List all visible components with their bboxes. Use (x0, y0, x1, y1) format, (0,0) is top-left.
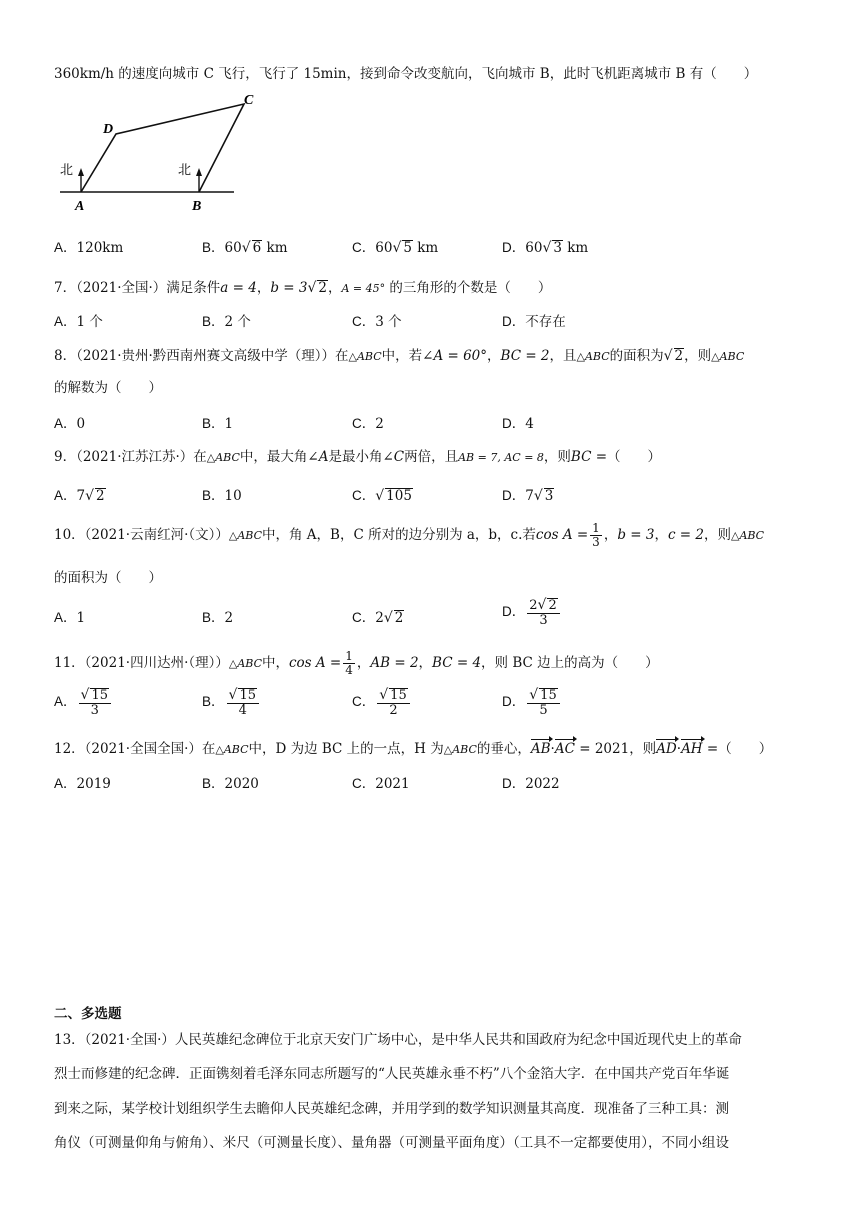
q11-option-c[interactable]: C． $\frac{√ 15}{2}$ (352, 688, 412, 717)
q13-line-1: 13．（2021·全国·）人民英雄纪念碑位于北京天安门广场中心，是中华人民共和国政府为纪念中国近现代史上的革命 (54, 1032, 742, 1048)
q6-option-c[interactable]: C．60√ 5 km (352, 240, 439, 256)
q12-option-d[interactable]: D．2022 (502, 776, 560, 792)
q10-option-a[interactable]: A．1 (54, 610, 86, 626)
q10-option-c[interactable]: C．2√ 2 (352, 610, 404, 626)
q9-option-b[interactable]: B．10 (202, 488, 242, 504)
q11-option-a[interactable]: A． $\frac{√ 15}{3}$ (54, 688, 113, 717)
q9-option-d[interactable]: D．7√ 3 (502, 488, 554, 504)
q12-option-a[interactable]: A．2019 (54, 776, 111, 792)
north-arrow-b-head (196, 168, 202, 176)
q9-option-a[interactable]: A．7√ 2 (54, 488, 105, 504)
q13-line-2: 烈士而修建的纪念碑．正面镌刻着毛泽东同志所题写的“人民英雄永垂不朽”八个金箔大字．在中国共产党百年华诞 (54, 1066, 730, 1082)
q12-option-c[interactable]: C．2021 (352, 776, 410, 792)
q9-option-c[interactable]: C．√ 105 (352, 488, 412, 504)
q10-stem-line-2: 的面积为（ ） (54, 570, 162, 586)
label-d: D (103, 122, 114, 137)
label-c: C (244, 93, 254, 108)
q11-option-d[interactable]: D． $\frac{√ 15}{5}$ (502, 688, 562, 717)
q12-stem: 12．（2021·全国全国·）在△ABC中，D 为边 BC 上的一点，H 为△ABC的垂心，AB·AC = 2021，则AD·AH =（ ） (54, 741, 773, 757)
q6-option-a[interactable]: A．120km (54, 240, 124, 256)
q10-option-b[interactable]: B．2 (202, 610, 234, 626)
q11-option-b[interactable]: B． $\frac{√ 15}{4}$ (202, 688, 261, 717)
q9-stem: 9．（2021·江苏江苏·）在△ABC中，最大角∠A是最小角∠C两倍，且AB = 7, AC = 8，则BC =（ ） (54, 449, 662, 465)
q13-line-4: 角仪（可测量仰角与俯角）、米尺（可测量长度）、量角器（可测量平面角度）（工具不一定都要使用），不同小组设 (54, 1135, 729, 1151)
q6-option-b[interactable]: B．60√ 6 km (202, 240, 288, 256)
q10-option-d[interactable]: D． $\frac{2√ 2}{3}$ (502, 598, 562, 627)
q7-option-a[interactable]: A．1 个 (54, 314, 103, 330)
q8-stem-line-2: 的解数为（ ） (54, 380, 162, 396)
q6-stem: 360km/h 的速度向城市 C 飞行，飞行了 15min，接到命令改变航向，飞向城市 B，此时飞机距离城市 B 有（ ） (54, 66, 758, 82)
label-b: B (192, 199, 202, 214)
q10-stem-line-1: 10．（2021·云南红河·（文））△ABC中，角 A，B，C 所对的边分别为 a，b，c.若cos A = $\frac{1}{3}$ ，b = 3，c = 2，则△ABC (54, 521, 765, 549)
q8-option-a[interactable]: A．0 (54, 416, 86, 432)
q7-option-b[interactable]: B．2 个 (202, 314, 251, 330)
q7-option-c[interactable]: C．3 个 (352, 314, 402, 330)
label-north-a: 北 (60, 163, 74, 178)
north-arrow-a-head (78, 168, 84, 176)
q13-line-3: 到来之际，某学校计划组织学生去瞻仰人民英雄纪念碑，并用学到的数学知识测量其高度．现准备了三种工具：测 (54, 1101, 729, 1117)
q6-option-d[interactable]: D．60√ 3 km (502, 240, 589, 256)
q8-option-b[interactable]: B．1 (202, 416, 234, 432)
q12-option-b[interactable]: B．2020 (202, 776, 259, 792)
q7-option-d[interactable]: D．不存在 (502, 314, 566, 330)
section-heading: 二、多选题 (54, 1006, 122, 1021)
q8-option-c[interactable]: C．2 (352, 416, 384, 432)
q8-option-d[interactable]: D．4 (502, 416, 534, 432)
q6-figure (54, 86, 274, 214)
q11-stem: 11．（2021·四川达州·（理））△ABC中，cos A = $\frac{1}{4}$ ，AB = 2，BC = 4，则 BC 边上的高为（ ） (54, 649, 659, 677)
q8-stem-line-1: 8．（2021·贵州·黔西南州赛文高级中学（理））在△ABC中，若∠A = 60°，BC = 2，且△ABC的面积为√ 2，则△ABC (54, 348, 745, 364)
label-a: A (75, 199, 85, 214)
q7-stem: 7．（2021·全国·）满足条件a = 4，b = 3√ 2，A = 45° 的三角形的个数是（ ） (54, 280, 552, 296)
quadrilateral (81, 104, 244, 192)
label-north-b: 北 (178, 163, 192, 178)
